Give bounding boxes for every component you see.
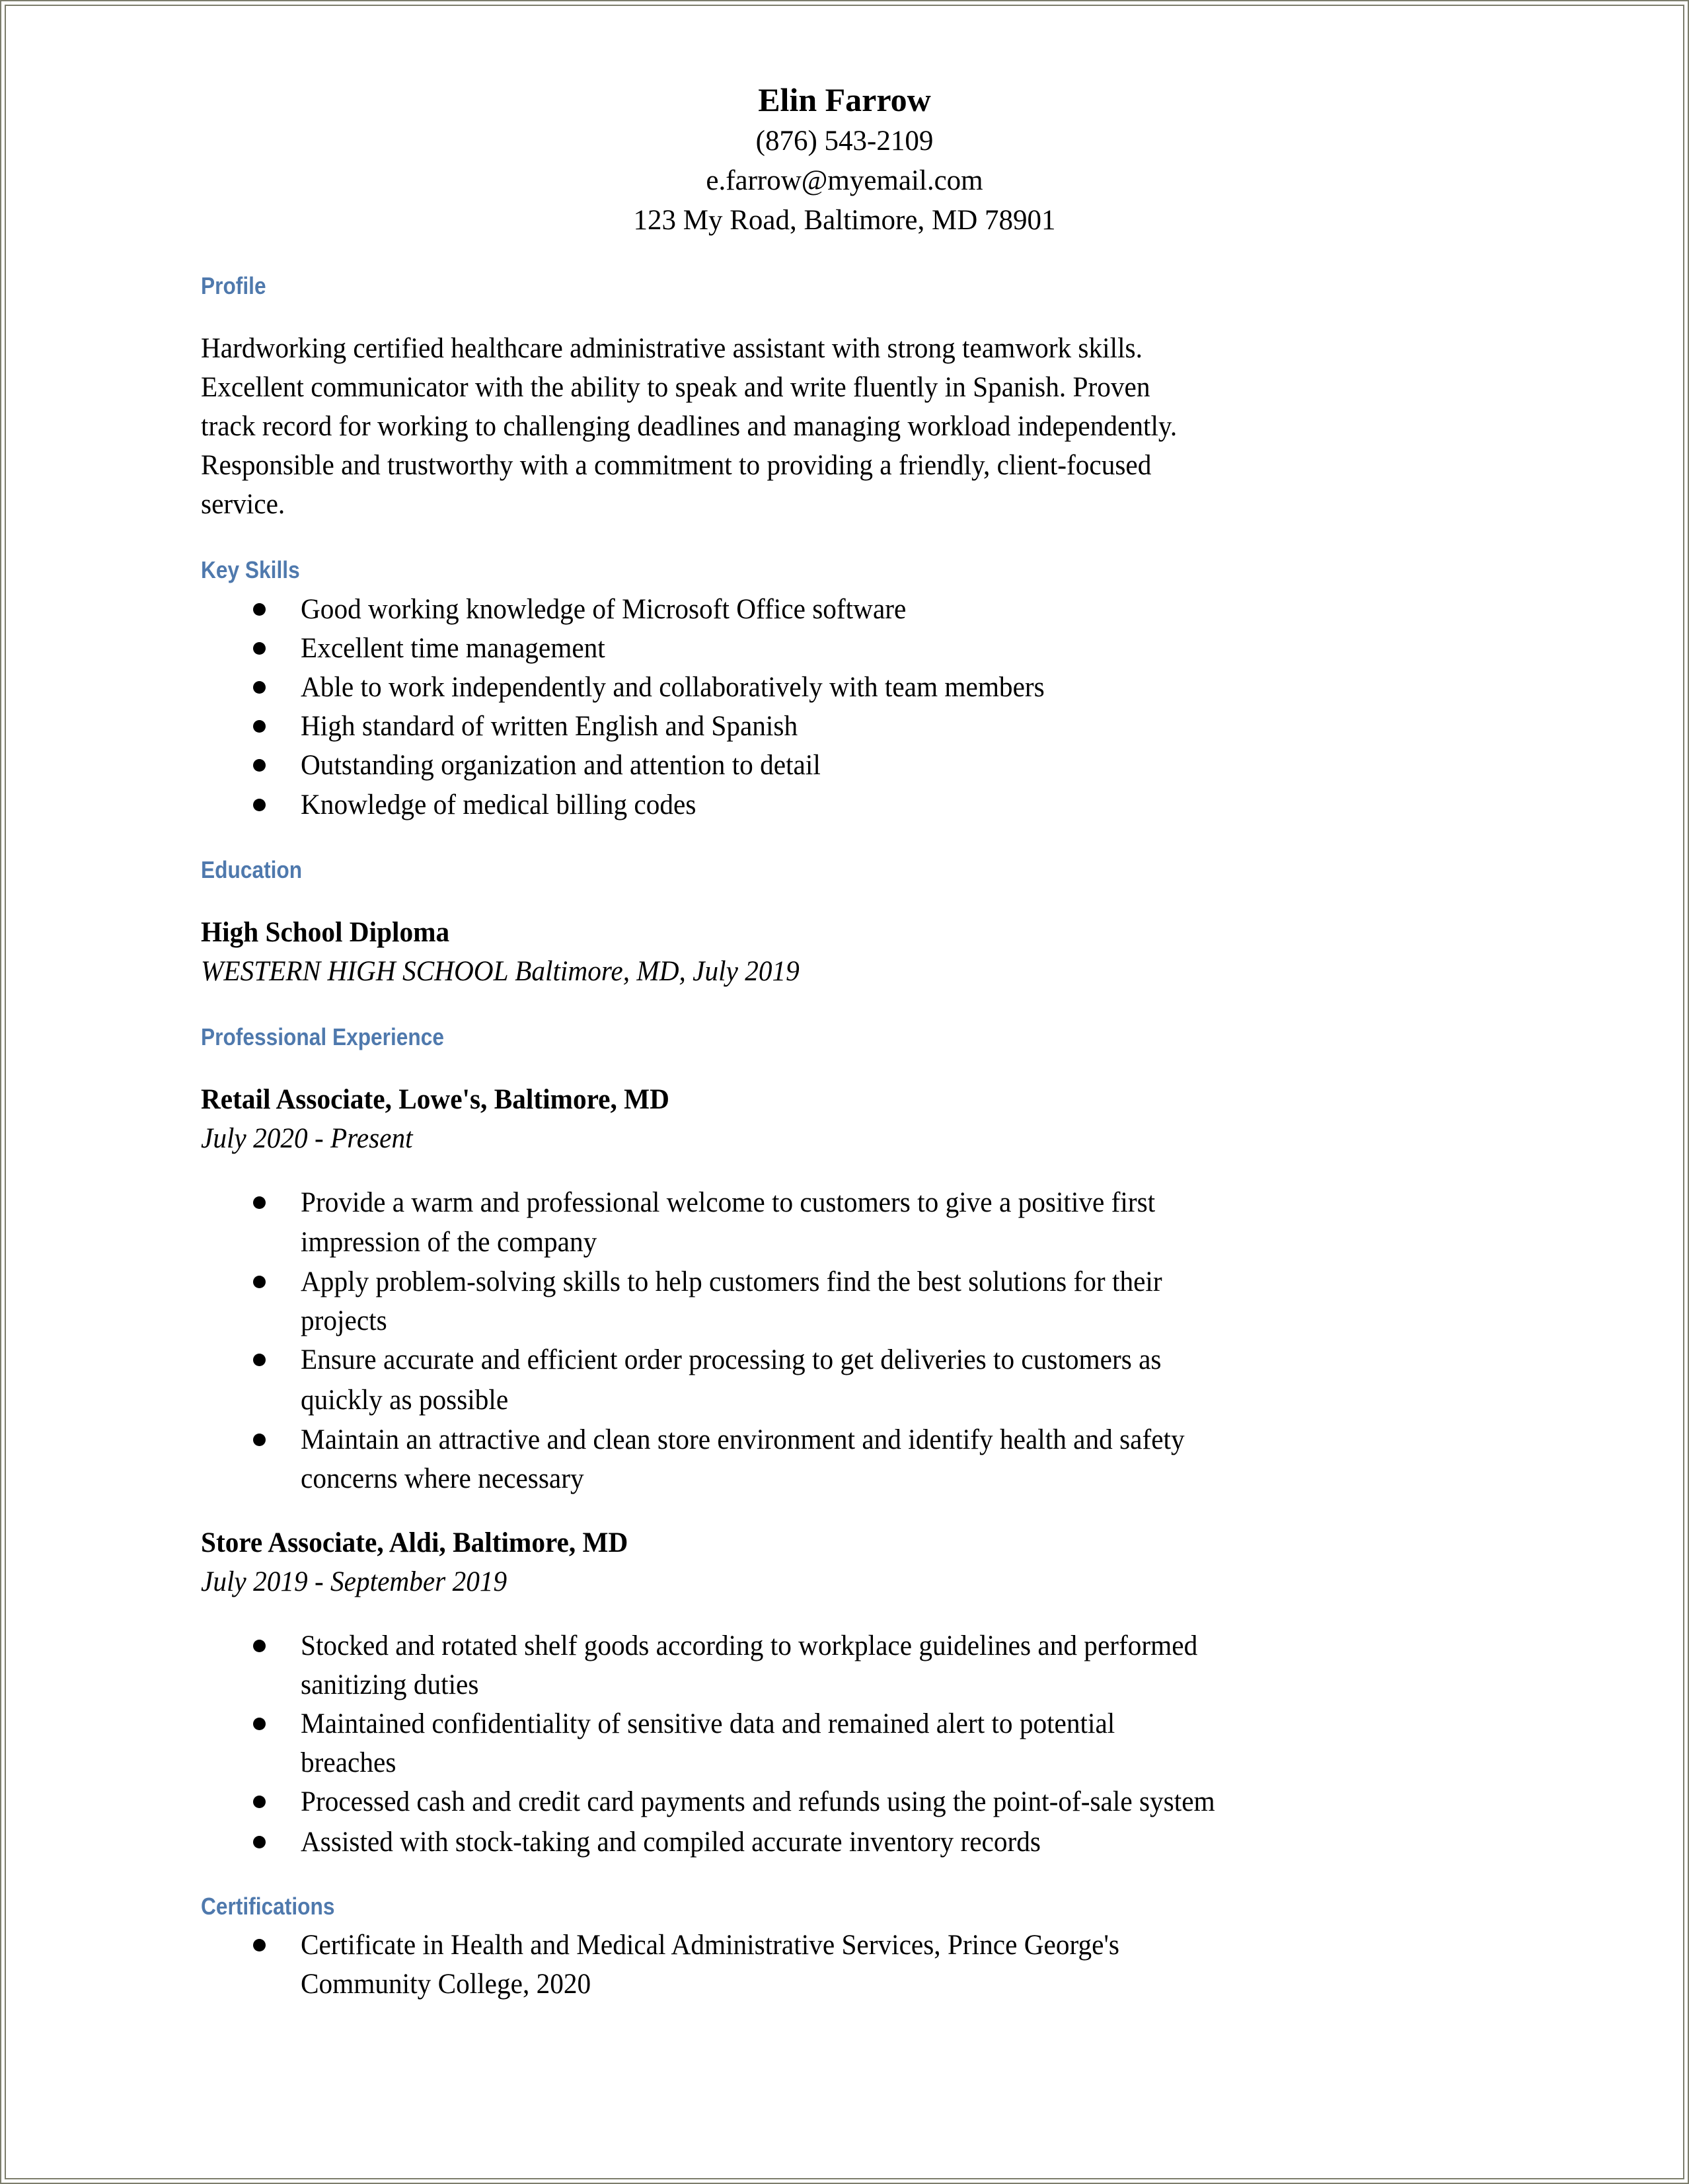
list-item-text: Knowledge of medical billing codes [301,789,696,820]
section-heading-experience: Professional Experience [201,1023,445,1050]
bullet-icon [253,681,266,694]
profile-line: service. [201,489,285,520]
bullet-icon [253,1196,266,1209]
section-heading-certifications: Certifications [201,1893,335,1920]
bullet-icon [253,1796,266,1808]
bullet-icon [253,1939,266,1951]
bullet-icon [253,1836,266,1848]
section-heading-key-skills: Key Skills [201,556,300,583]
bullet-icon [253,603,266,616]
job-bullet-text: quickly as possible [301,1385,509,1416]
bullet-icon [253,1640,266,1652]
job-bullet-text: Apply problem-solving skills to help customers find the best solutions for their [301,1266,1162,1297]
job-bullet-text: Assisted with stock-taking and compiled accurate inventory records [301,1827,1041,1858]
section-heading-profile: Profile [201,272,266,299]
degree-title: High School Diploma [201,917,450,948]
job-bullet-text: Provide a warm and professional welcome to customers to give a positive first [301,1187,1156,1218]
section-heading-education: Education [201,856,303,883]
job-title: Store Associate, Aldi, Baltimore, MD [201,1527,628,1558]
job-bullet-text: Maintained confidentiality of sensitive data and remained alert to potential [301,1708,1115,1739]
bullet-icon [253,1434,266,1446]
candidate-name: Elin Farrow [758,81,931,118]
bullet-icon [253,642,266,655]
job-bullet-text: projects [301,1305,387,1336]
list-item-text: High standard of written English and Spanish [301,711,798,742]
phone-number: (876) 543-2109 [755,126,934,157]
job-bullet-text: Stocked and rotated shelf goods according to workplace guidelines and performed [301,1630,1198,1661]
list-item-text: Excellent time management [301,633,605,664]
list-item-text: Outstanding organization and attention to detail [301,750,821,781]
bullet-icon [253,720,266,733]
list-item-text: Able to work independently and collaboratively with team members [301,672,1045,703]
profile-line: Excellent communicator with the ability to speak and write fluently in Spanish. Proven [201,372,1150,403]
job-bullet-text: impression of the company [301,1227,597,1258]
bullet-icon [253,1276,266,1288]
list-item-text: Good working knowledge of Microsoft Office software [301,594,907,625]
job-bullet-text: Ensure accurate and efficient order processing to get deliveries to customers as [301,1344,1162,1375]
bullet-icon [253,799,266,811]
school-details: WESTERN HIGH SCHOOL Baltimore, MD, July 2019 [201,956,800,987]
job-bullet-text: breaches [301,1747,396,1778]
postal-address: 123 My Road, Baltimore, MD 78901 [633,205,1056,236]
bullet-icon [253,759,266,772]
job-dates: July 2019 - September 2019 [201,1566,507,1597]
job-bullet-text: Processed cash and credit card payments and refunds using the point-of-sale system [301,1786,1215,1817]
list-item-text: Certificate in Health and Medical Administrative Services, Prince George's [301,1930,1119,1961]
job-bullet-text: concerns where necessary [301,1463,584,1494]
profile-line: track record for working to challenging deadlines and managing workload independently. [201,411,1178,442]
job-dates: July 2020 - Present [201,1123,413,1154]
list-item-text: Community College, 2020 [301,1969,591,2000]
profile-line: Hardworking certified healthcare administrative assistant with strong teamwork skills. [201,333,1143,364]
bullet-icon [253,1354,266,1366]
email-address: e.farrow@myemail.com [706,165,983,196]
job-bullet-text: sanitizing duties [301,1669,479,1700]
job-bullet-text: Maintain an attractive and clean store environment and identify health and safety [301,1424,1185,1455]
job-title: Retail Associate, Lowe's, Baltimore, MD [201,1084,669,1115]
bullet-icon [253,1718,266,1730]
profile-line: Responsible and trustworthy with a commitment to providing a friendly, client-focused [201,450,1152,481]
